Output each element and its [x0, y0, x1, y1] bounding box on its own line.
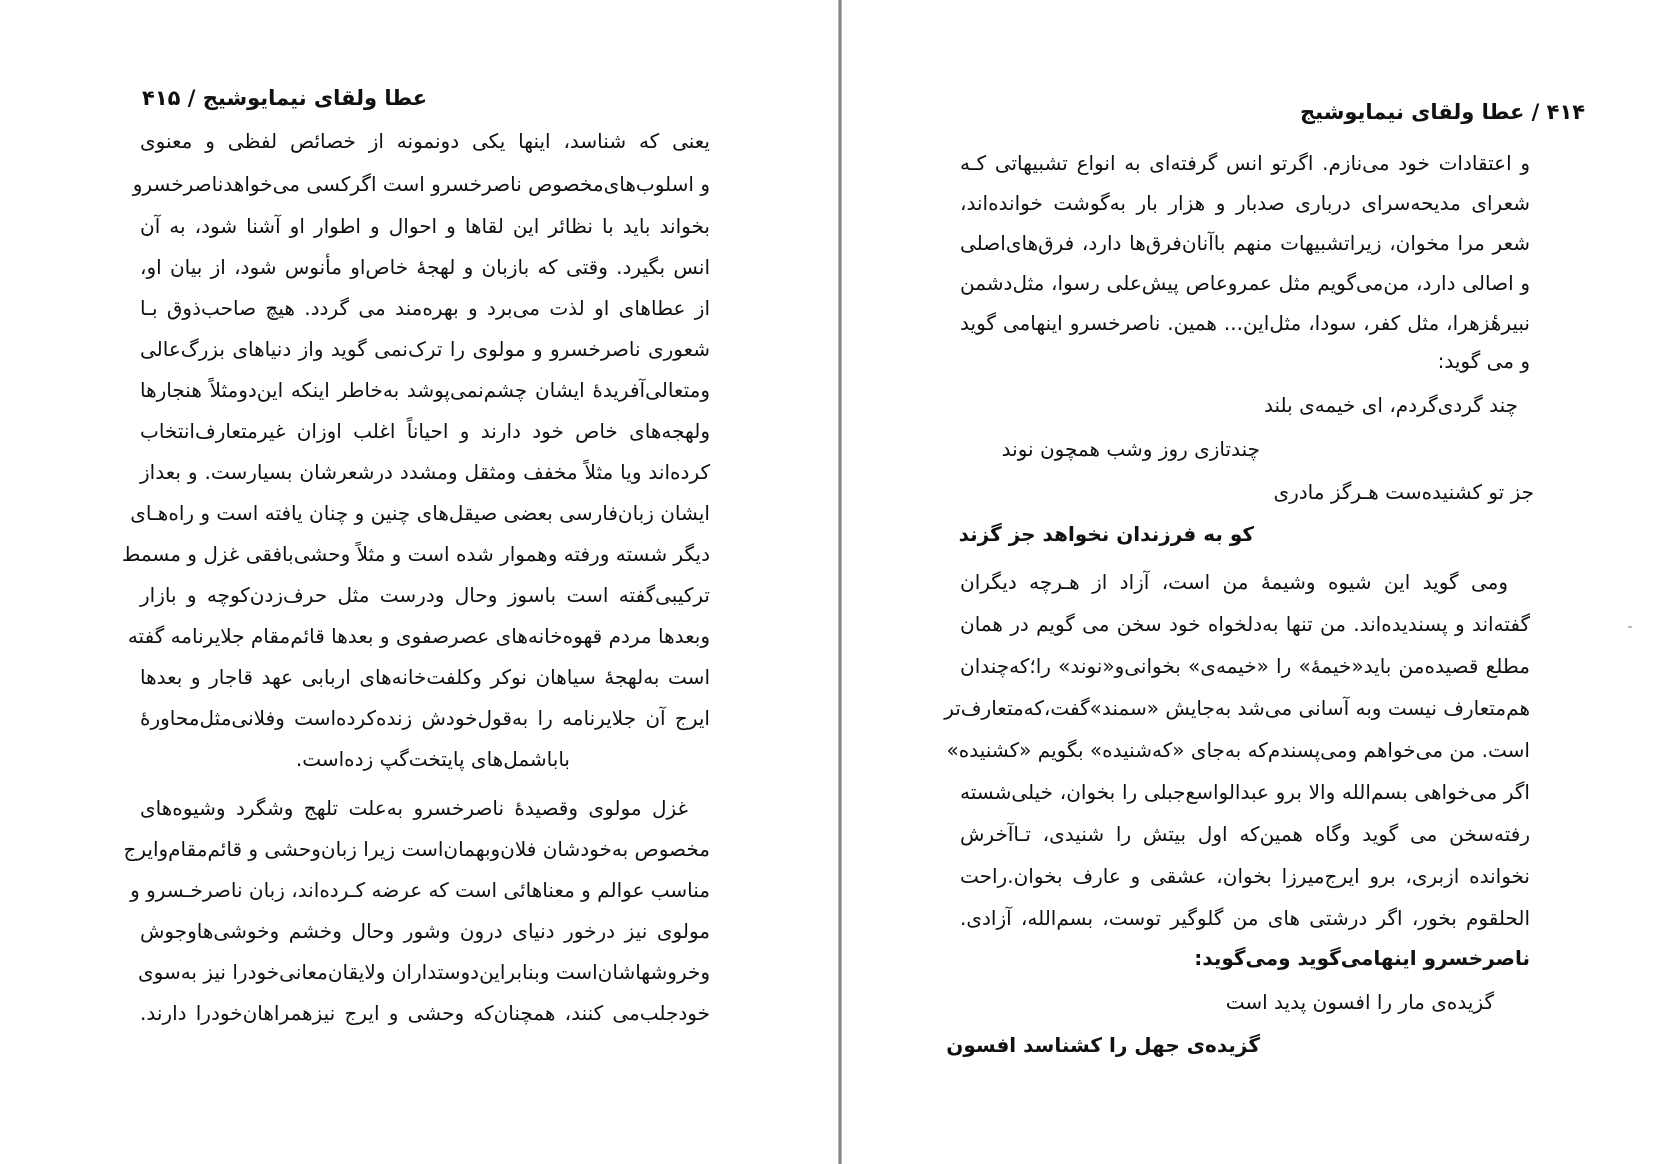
text-line: وخروشهاشان‌است وبنابراین‌دوستداران ولایقان‌معانی‌خودرا نیز به‌سوی: [137, 960, 710, 984]
text-line: و اصالی دارد، من‌می‌گویم مثل عمروعاص پیش‌علی رسوا، مثل‌دشمن: [960, 271, 1530, 295]
running-head: عطا ولقای نیمایوشیج / ۴۱۵: [142, 86, 428, 110]
verse-line: کو به فرزندان نخواهد جز گزند: [958, 522, 1254, 546]
text-line: شعرای مدیحه‌سرای درباری صدبار و هزار بار به‌گوشت خوانده‌اند،: [960, 191, 1530, 215]
text-line: انس بگیرد. وقتی که بازبان و لهجهٔ خاص‌او مأنوس شود، از بیان او،: [140, 255, 710, 279]
text-line: است به‌لهجهٔ سیاهان نوکر وکلفت‌خانه‌های اربابی عهد قاجار و بعدها: [140, 665, 710, 689]
text-line: بخواند باید با نظائر این لقاها و احوال و اطوار او آشنا شود، به آن: [140, 214, 710, 238]
text-line: کرده‌اند ویا مثلاً مخفف ومثقل ومشدد درشعرشان بسیارست. و بعداز: [140, 460, 710, 484]
verse-line: چند گردی‌گردم، ای خیمه‌ی بلند: [1263, 393, 1518, 417]
text-line: ومتعالی‌آفریدهٔ ایشان چشم‌نمی‌پوشد به‌خاطر اینکه این‌دومثلاً هنجارها: [140, 378, 710, 402]
text-line: دیگر شسته ورفته وهموار شده است و مثلاً وحشی‌بافقی غزل و مسمط: [121, 542, 710, 566]
text-line: ترکیبی‌گفته است باسوز وحال ودرست مثل حرف‌زدن‌کوچه و بازار: [140, 583, 710, 607]
text-line: هم‌متعارف نیست وبه آسانی می‌شد به‌جایش «سمند»گفت،که‌متعارف‌تر: [944, 696, 1530, 720]
text-line: خودجلب‌می کنند، همچنان‌که وحشی و ایرج نیزهمراهان‌خودرا دارند.: [140, 1001, 710, 1025]
text-line: ایرج آن جلایرنامه را به‌قول‌خودش زنده‌کرده‌است وفلانی‌مثل‌محاورهٔ: [140, 706, 710, 730]
text-line: رفته‌سخن می گوید وگاه همین‌که اول بیتش را شنیدی، تـاآخرش: [960, 822, 1530, 846]
running-head: ۴۱۴ / عطا ولقای نیمایوشیج: [1300, 100, 1586, 124]
paragraph-end-line: باباشمل‌های پایتخت‌گپ زده‌است.: [295, 747, 570, 771]
text-line: است. من می‌خواهم ومی‌پسندم‌که به‌جای «که‌شنیده» بگویم «کشنیده»: [946, 738, 1530, 762]
verse-line: جز تو کشنیده‌ست هـرگز مادری: [1273, 480, 1534, 504]
text-line: ولهجه‌های خاص خود دارند و احیاناً اغلب اوزان غیرمتعارف‌انتخاب: [140, 419, 710, 443]
text-line: ناصرخسرو اینهامی‌گوید ومی‌گوید:: [1194, 946, 1530, 970]
text-line: و می گوید:: [1437, 349, 1530, 373]
text-line: الحلقوم بخور، اگر درشتی های من گلوگیر توست، بسم‌الله، آزادی.: [960, 906, 1530, 930]
text-line: ومی گوید این شیوه وشیمهٔ من است، آزاد از هـرچه دیگران: [960, 570, 1508, 594]
text-line: نبیرهٔزهرا، مثل کفر، سودا، مثل‌این... همین. ناصرخسرو اینهامی گوید: [960, 311, 1530, 335]
text-line: مطلع قصیده‌من باید«خیمهٔ» را «خیمه‌ی» بخوانی‌و«نوند» را؛که‌چندان: [960, 654, 1530, 678]
text-line: نخوانده ازبری، برو ایرج‌میرزا بخوان، عشقی و عارف بخوان.راحت‌: [960, 864, 1530, 888]
text-line: گفته‌اند و پسندیده‌اند. من تنها به‌دلخواه خود سخن می گویم در همان: [960, 612, 1530, 636]
text-line: مولوی نیز درخور دنیای درون وشور وحال وخشم وخوشی‌هاوجوش: [140, 919, 710, 943]
text-line: اگر می‌خواهی بسم‌الله والا برو عبدالواسع‌جبلی را بخوان، خیلی‌شسته: [960, 780, 1530, 804]
text-line: مخصوص به‌خودشان فلان‌وبهمان‌است زیرا زبان‌وحشی و قائم‌مقام‌وایرج: [123, 837, 710, 861]
text-line: و اعتقادات خود می‌نازم. اگرتو انس گرفته‌ای به انواع تشبیهاتی کـه: [960, 151, 1530, 175]
verse-line: گزیده‌ی مار را افسون پدید است: [1225, 990, 1494, 1014]
text-line: وبعدها مردم قهوه‌خانه‌های عصرصفوی و بعدها قائم‌مقام جلایرنامه گفته: [127, 624, 710, 648]
right-page: [842, 0, 1674, 1164]
text-line: از عطاهای او لذت می‌برد و بهره‌مند می گردد. هیچ صاحب‌ذوق بـا: [140, 296, 710, 320]
text-line: شعوری ناصرخسرو و مولوی را ترک‌نمی گوید واز دنیاهای بزرگ‌عالی: [140, 337, 710, 361]
verse-line: گزیده‌ی جهل را کشناسد افسون: [946, 1033, 1260, 1057]
verse-line: چندتازی روز وشب همچون نوند: [1001, 437, 1260, 461]
text-line: مناسب عوالم و معناهائی است که عرضه کـرده‌اند، زبان ناصرخـسرو و: [130, 878, 710, 902]
text-line: شعر مرا مخوان، زیراتشبیهات منهم باآنان‌فرق‌ها دارد، فرق‌های‌اصلی: [960, 231, 1530, 255]
text-line: یعنی که شناسد، اینها یکی دونمونه از خصائص لفظی و معنوی: [140, 129, 710, 153]
scan-speck: [1628, 626, 1632, 628]
text-line: ایشان زبان‌فارسی بعضی صیقل‌های چنین و چنان یافته است و راه‌هـای: [130, 501, 710, 525]
text-line: و اسلوب‌های‌مخصوص ناصرخسرو است اگرکسی می‌خواهدناصرخسرو: [132, 172, 710, 196]
text-line: غزل مولوی وقصیدهٔ ناصرخسرو به‌علت تلهج وشگرد وشیوه‌های: [140, 796, 688, 820]
